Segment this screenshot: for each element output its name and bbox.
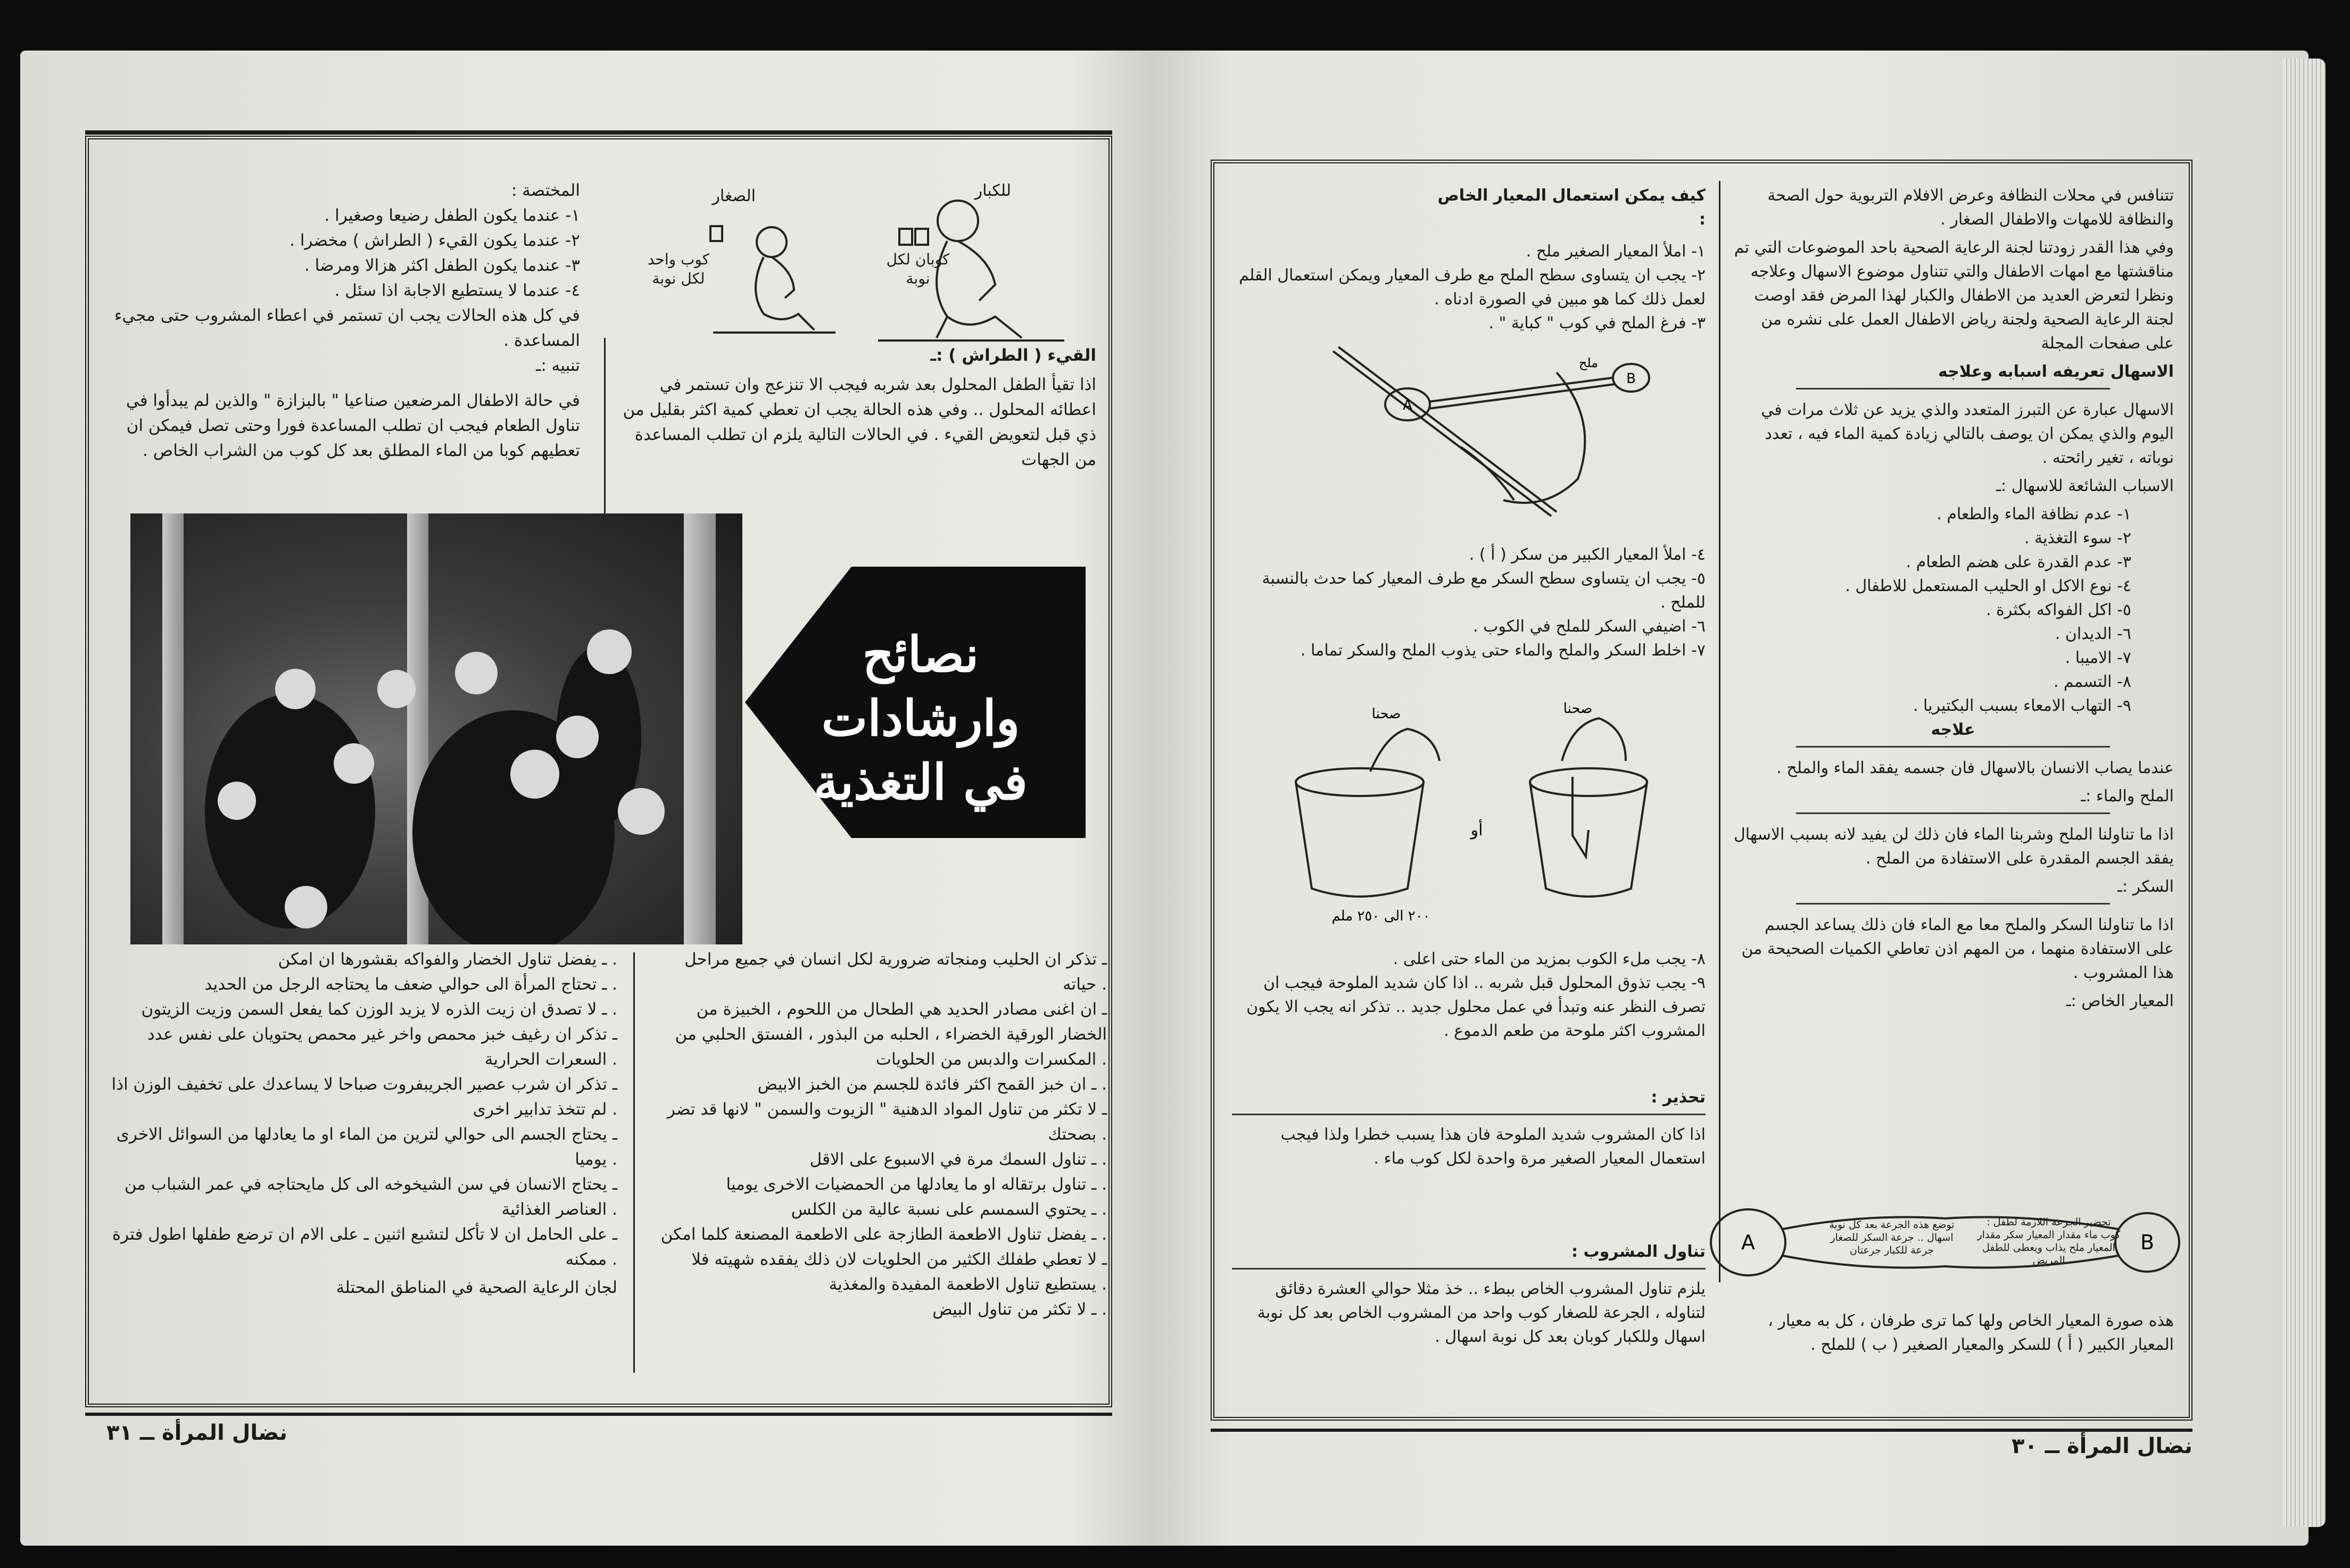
cause-item: ٤- نوع الاكل او الحليب المستعمل للاطفال .: [1845, 577, 2131, 595]
spoon-left-text: توضع هذه الجرعة بعد كل نوبة اسهال .. جرعة السكر للصغار جرعة للكبار جرعتان: [1829, 1219, 1955, 1256]
list-item: ـ يفضل تناول الاطعمة الطازجة على الاطعمة المصنعة كلما امكن .: [660, 1225, 1107, 1244]
step-item: ١- املأ المعيار الصغير ملح .: [1526, 242, 1706, 261]
step-item: ٧- اخلط السكر والملح والماء حتى يذوب الملح والسكر تماما .: [1300, 641, 1706, 660]
spoon-label-b: B: [1626, 371, 1636, 387]
step-item: ٤- املأ المعيار الكبير من سكر ( أ ) .: [1469, 545, 1706, 564]
how-to-heading: [1434, 184, 1706, 236]
step-item: ٩- يجب تذوق المحلول قبل شربه .. اذا كان شديد الملوحة فيجب ان تصرف النظر عنه وتبدأ في عمل محلول جديد .. تذكر انه يجب الا يكون المشروب اكثر ملوحة من طعم الدموع .: [1246, 974, 1706, 1040]
vomit-paragraph: اذا تقيأ الطفل المحلول بعد شربه فيجب الا تنزعج وان تستمر في اعطائه المحلول .. وفي هذه الحالة يجب ان تعطي كمية اكثر بقليل من ذي قبل لتعويض القيء . في الحالات التالية يلزم ان تطلب المساعدة من الجهات: [623, 375, 1096, 469]
nutrition-tips-left-column: [106, 947, 617, 1305]
steps-b: [1232, 543, 1706, 662]
bottom-rule: [85, 1413, 1112, 1416]
page-number: نضال المرأة ــ ٣١: [106, 1421, 287, 1445]
signature: لجان الرعاية الصحية في المناطق المحتلة: [336, 1278, 617, 1297]
drink-section: [1232, 1240, 1706, 1353]
cause-item: ٣- عدم القدرة على هضم الطعام .: [1906, 553, 2131, 571]
vomit-heading: القيء ( الطراش ) :ـ: [930, 346, 1096, 365]
list-item: ـ تناول برتقاله او ما يعادلها من الحمضيات الاخرى يوميا .: [726, 1175, 1107, 1194]
list-item: ـ ان خبز القمح اكثر فائدة للجسم من الخبز الابيض .: [757, 1075, 1107, 1094]
warning-paragraph: اذا كان المشروب شديد الملوحة فان هذا يسبب خطرا ولذا فيجب استعمال المعيار الصغير مرة واحدة لكل كوب ماء .: [1280, 1125, 1706, 1168]
cups-illustration: [1275, 697, 1679, 926]
divider: [1232, 1114, 1706, 1115]
list-item: ـ تحتاج المرأة الى حوالي ضعف ما يحتاجه الرجل من الحديد .: [204, 975, 617, 994]
step-item: ٢- يجب ان يتساوى سطح الملح مع طرف المعيار ويمكن استعمال القلم لعمل ذلك كما هو مبين في الصورة ادناه .: [1239, 266, 1706, 309]
right-page: [1211, 160, 2192, 1421]
measuring-spoon-illustration: [1301, 341, 1684, 532]
treatment-paragraph: اذا ما تناولنا الملح وشربنا الماء فان ذلك لن يفيد لانه بسبب الاسهال يفقد الجسم المقدرة على الاستفادة من الملح .: [1733, 825, 2174, 868]
divider: [1796, 812, 2110, 814]
divider: [1796, 388, 2110, 389]
treatment-paragraph: الملح والماء :ـ: [2081, 787, 2174, 806]
drink-paragraph: يلزم تناول المشروب الخاص ببطء .. خذ مثلا حوالي العشرة دقائق لتناوله ، الجرعة للصغار كوب واحد من المشروب الخاص بعد كل نوبة اسهال وللكبار كوبان بعد كل نوبة اسهال .: [1257, 1280, 1706, 1346]
divider: [1232, 1268, 1706, 1270]
list-item: في كل هذه الحالات يجب ان تستمر في اعطاء المشروب حتى مجيء المساعدة .: [114, 306, 580, 350]
steps-a: [1232, 239, 1706, 335]
causes-heading: الاسباب الشائعة للاسهال :ـ: [1996, 477, 2174, 495]
list-item: ـ لا تكثر من تناول المواد الدهنية " الزيوت والسمن " لانها قد تضر بصحتك .: [667, 1100, 1107, 1144]
list-item: ـ تذكر ان شرب عصير الجريبفروت صباحا لا يساعدك على تخفيف الوزن اذا لم تتخذ تدابير اخرى .: [111, 1075, 617, 1119]
spoon-big-label-a: A: [1741, 1231, 1755, 1254]
list-item: ٣- عندما يكون الطفل اكثر هزالا ومرضا .: [304, 256, 580, 275]
list-item: ٤- عندما لا يستطيع الاجابة اذا سئل .: [334, 281, 580, 300]
nutrition-tips-right-column: [649, 947, 1107, 1322]
adult-label: للكبار: [974, 181, 1011, 200]
article-right-column: [1732, 184, 2174, 1017]
intro-paragraph: وفي هذا القدر زودتنا لجنة الرعاية الصحية باحد الموضوعات التي تم مناقشتها مع امهات الاطفال والتي تتناول موضوع الاسهال وعلاجه ونظرا لتعرض العديد من الاطفال والكبار لهذا المرض فقد اوصت لجنة الرعاية الصحية ولجنة رياض الاطفال العمل على نشره من على صفحات المجلة: [1734, 238, 2174, 353]
treatment-paragraph: السكر :ـ: [2117, 877, 2174, 896]
list-item: ـ ان اغنى مصادر الحديد هي الطحال من اللحوم ، الخبيزة من الخضار الورقية الخضراء ، الحلبه من البذور ، الفستق الحلبي من المكسرات والدبس من الحلويات .: [675, 1000, 1107, 1069]
list-item: ـ يحتاج الانسان في سن الشيخوخه الى كل مايحتاجه في عمر الشباب من العناصر الغذائية .: [124, 1175, 617, 1219]
treatment-paragraph: المعيار الخاص :ـ: [2066, 992, 2174, 1010]
cause-item: ٢- سوء التغذية .: [2024, 529, 2131, 547]
step-item: ٥- يجب ان يتساوى سطح السكر مع طرف المعيار كما حدث بالنسبة للملح .: [1262, 569, 1706, 612]
list-item: ـ على الحامل ان لا تأكل لتشبع اثنين ـ على الام ان ترضع طفلها اطول فترة ممكنه .: [112, 1225, 617, 1269]
spoon-caption: هذه صورة المعيار الخاص ولها كما ترى طرفان ، كل به معيار ، المعيار الكبير ( أ ) للسكر والمعيار الصغير ( ب ) للملح .: [1768, 1312, 2174, 1354]
cause-item: ٧- الاميبا .: [2065, 649, 2131, 667]
cause-item: ٥- اكل الفواكه بكثرة .: [1985, 601, 2131, 619]
child-cups-label: كوب واحد لكل نوبة: [647, 251, 710, 287]
cup-label-left: صحنا: [1371, 706, 1401, 722]
child-label: الصغار: [712, 187, 756, 205]
warning-section: [1232, 1085, 1706, 1175]
intro-paragraph: تتنافس في محلات النظافة وعرض الافلام التربوية حول الصحة والنظافة للامهات والاطفال الصغار .: [1767, 186, 2174, 229]
list-item: ـ لا تكثر من تناول البيض .: [932, 1300, 1107, 1319]
treatment-paragraph: عندما يصاب الانسان بالاسهال فان جسمه يفقد الماء والملح .: [1776, 759, 2174, 777]
definition-paragraph: الاسهال عبارة عن التبرز المتعدد والذي يزيد عن ثلاث مرات في اليوم والذي يمكن ان يوصف بالتالي زيادة كمية الماء فيه ، تعدد نوباته ، تغير رائحته .: [1761, 401, 2174, 467]
cup-or-label: أو: [1470, 821, 1483, 840]
photo-crowd: [130, 513, 742, 944]
banner-title-line: في التغذية: [814, 753, 1028, 811]
spoon-big-label-b: B: [2140, 1231, 2155, 1254]
divider: [1796, 746, 2110, 748]
column-divider: [1719, 181, 1720, 1282]
divider: [1796, 903, 2110, 905]
spoon-label-a: A: [1403, 397, 1412, 413]
article-title: الاسهال تعريفه اسبابه وعلاجه: [1938, 362, 2174, 381]
warning-heading: تحذير :: [1651, 1088, 1706, 1107]
cause-item: ٩- التهاب الامعاء بسبب البكتيريا .: [1913, 696, 2131, 715]
step-item: ٦- اضيفي السكر للملح في الكوب .: [1473, 617, 1706, 636]
top-right-column: [101, 178, 580, 378]
step-item: ٨- يجب ملء الكوب بمزيد من الماء حتى اعلى .: [1393, 950, 1706, 968]
banner-title: [788, 623, 1054, 814]
treatment-paragraph: اذا ما تناولنا السكر والملح معا مع الماء فان ذلك يساعد الجسم على الاستفادة منهما ، من المهم اذن تعاطي الكميات الصحيحة من هذا المشروب .: [1741, 916, 2174, 982]
list-item: ـ لا تصدق ان زيت الذره لا يزيد الوزن كما يفعل السمن وزيت الزيتون .: [141, 1000, 617, 1019]
top-rule: [85, 130, 1112, 135]
how-heading: كيف يمكن استعمال المعيار الخاص :: [1437, 186, 1706, 229]
warning-paragraph: في حالة الاطفال المرضعين صناعيا " بالبزازة " والذين لم يبدأوا في تناول الطعام فيجب ان تطلب المساعدة فورا وحتى تصل فيمكن ان تعطيهم كوبا من الماء المطلق بعد كل كوب من الشراب الخاص .: [126, 391, 580, 460]
cause-item: ١- عدم نظافة الماء والطعام .: [1937, 505, 2131, 524]
adult-cups-label: كوبان لكل نوبة: [886, 251, 950, 287]
list-item: ٢- عندما يكون القيء ( الطراش ) مخضرا .: [289, 231, 580, 250]
list-item: ـ تذكر ان رغيف خبز محمص واخر غير محمص يحتويان على نفس عدد السعرات الحرارية .: [147, 1025, 617, 1069]
list-item: ـ تناول السمك مرة في الاسبوع على الاقل .: [809, 1150, 1107, 1169]
bottom-rule: [1211, 1429, 2192, 1432]
step-item: ٣- فرغ الملح في كوب " كباية " .: [1488, 314, 1706, 333]
list-item: المختصة :: [511, 181, 580, 200]
list-item: ـ يفضل تناول الخضار والفواكه بقشورها ان امكن .: [278, 950, 617, 969]
cup-label-right: صحنا: [1563, 701, 1593, 717]
treatment-heading: علاجه: [1931, 720, 1975, 739]
banner-title-line: نصائح وارشادات: [821, 626, 1020, 747]
list-item: ١- عندما يكون الطفل رضيعا وصغيرا .: [324, 206, 580, 225]
spoon-right-text: تحضير الجرعة اللازمة لطفل : كوب ماء مقدار المعيار سكر مقدار المعيار ملح يذاب ويعطى للطفل المريض: [1977, 1216, 2121, 1266]
list-item: تنبيه :ـ: [536, 356, 580, 375]
list-item: ـ يحتوي السمسم على نسبة عالية من الكلس .: [791, 1200, 1107, 1219]
drink-heading: تناول المشروب :: [1571, 1242, 1706, 1261]
cup-volume-label: ٢٠٠ الى ٢٥٠ ملم: [1331, 908, 1430, 924]
spoon-label-salt: ملح: [1578, 355, 1599, 370]
list-item: ـ لا تعطي طفلك الكثير من الحلويات لان ذلك يفقده شهيته فلا يستطيع تناول الاطعمة المفيدة والمغذية .: [691, 1250, 1107, 1294]
steps-c: [1232, 947, 1706, 1043]
list-item: ـ تذكر ان الحليب ومنجاته ضرورية لكل انسان في جميع مراحل حياته .: [684, 950, 1107, 994]
page-edges: [2283, 59, 2326, 1527]
cause-item: ٨- التسمم .: [2053, 673, 2131, 691]
column-divider: [633, 952, 635, 1373]
page-number: نضال المرأة ــ ٣٠: [2012, 1434, 2192, 1458]
list-item: ـ يحتاج الجسم الى حوالي لترين من الماء او ما يعادلها من السوائل الاخرى يوميا .: [116, 1125, 617, 1169]
cause-item: ٦- الديدان .: [2055, 625, 2131, 643]
group-photo: [130, 513, 742, 944]
